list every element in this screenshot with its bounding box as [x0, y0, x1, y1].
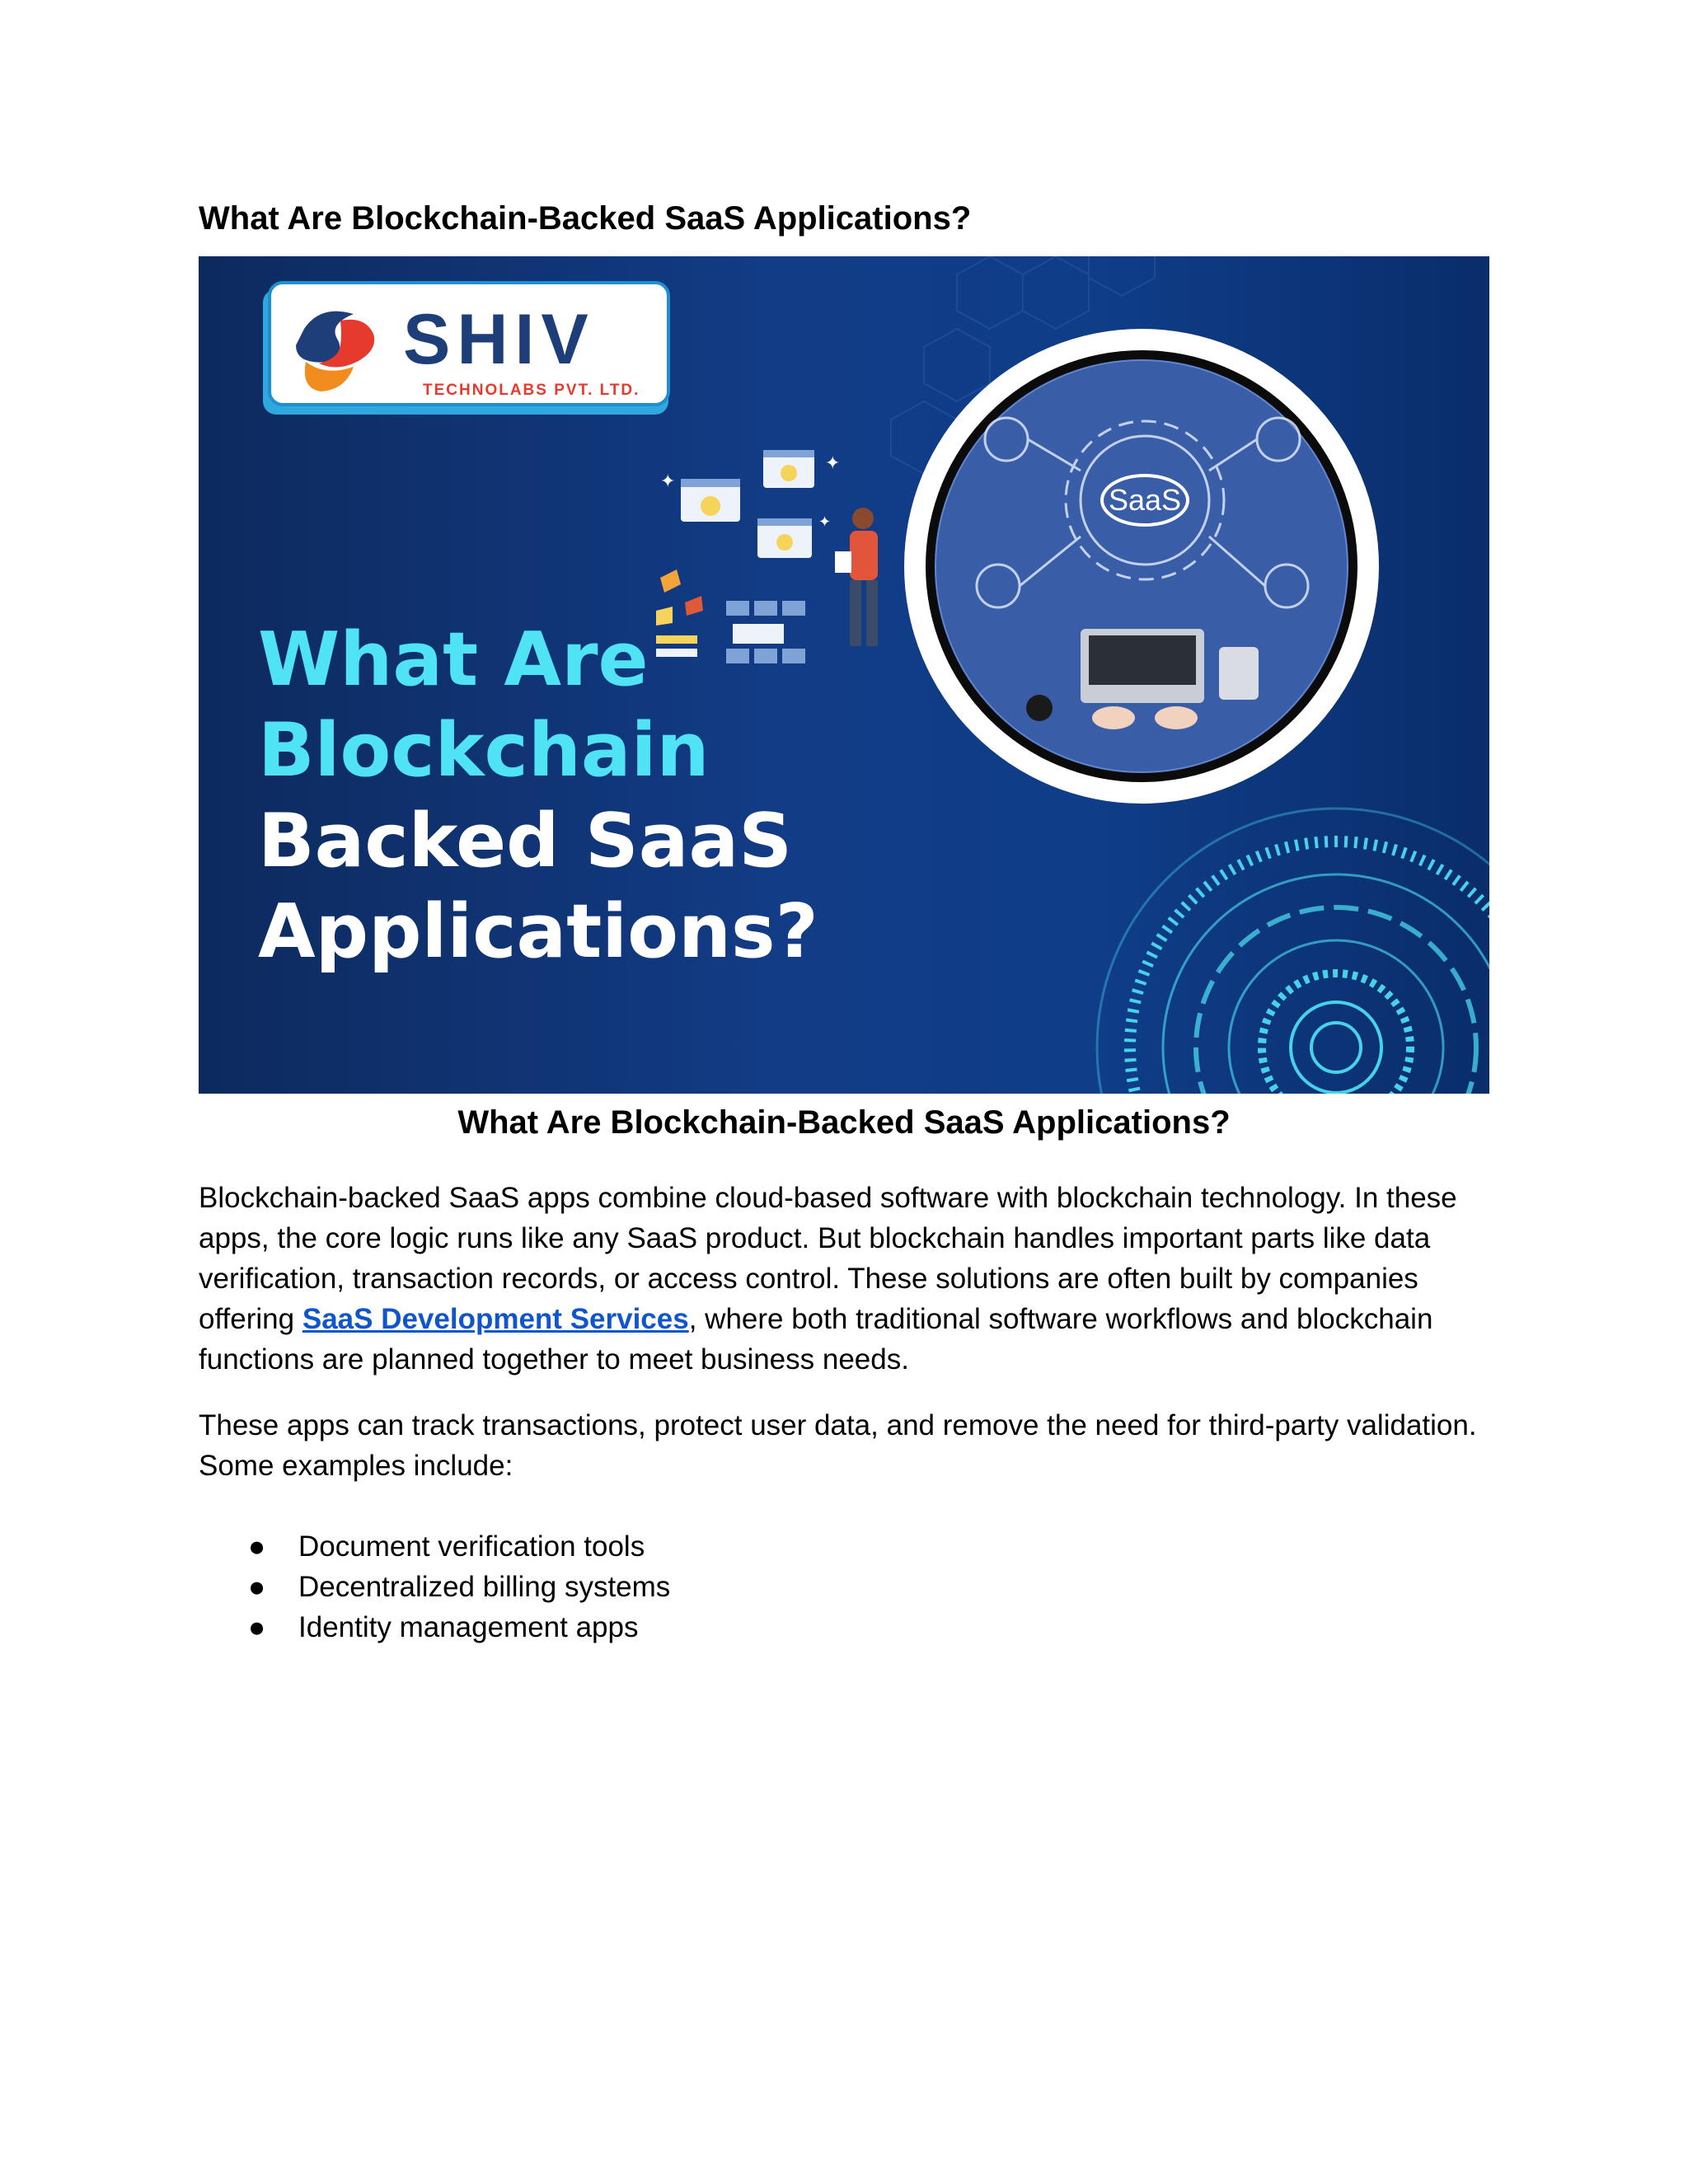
- svg-text:✦: ✦: [660, 471, 676, 492]
- finance-cards-illustration: [656, 450, 840, 663]
- tech-radial-graphic: [1097, 808, 1489, 1094]
- circle-saas-label: SaaS: [1108, 483, 1182, 517]
- list-item: [199, 1607, 670, 1647]
- banner-headline: [258, 616, 818, 975]
- list-item: [199, 1567, 670, 1607]
- saas-circle-photo: [904, 329, 1379, 804]
- paragraph-intro-text-a: Blockchain-backed SaaS apps combine cloud-based software with blockchain technology. In these apps, the core logic runs like any SaaS product. But blockchain handles important parts like data verification, transaction records, or access control. These solutions are often built by companies offering: [199, 1182, 1457, 1335]
- person-illustration: [835, 508, 878, 646]
- bullet-icon: ●: [248, 1571, 266, 1603]
- logo-tagline: TECHNOLABS PVT. LTD.: [423, 382, 640, 399]
- saas-development-services-link[interactable]: SaaS Development Services: [302, 1303, 689, 1335]
- list-item-text: Decentralized billing systems: [298, 1571, 671, 1603]
- list-item: [199, 1526, 670, 1567]
- list-item-text: Document verification tools: [298, 1530, 645, 1563]
- page-title: What Are Blockchain-Backed SaaS Applications?: [199, 200, 972, 237]
- paragraph-intro: [199, 1178, 1501, 1380]
- svg-text:✦: ✦: [818, 513, 832, 531]
- logo-brand: SHIV: [403, 300, 595, 379]
- headline-line-3: Backed SaaS: [258, 798, 793, 884]
- logo-card: [263, 283, 668, 415]
- headline-line-2: Blockchain: [258, 707, 710, 794]
- banner-image: [199, 256, 1489, 1094]
- headline-line-4: Applications?: [258, 888, 818, 975]
- paragraph-examples-intro: These apps can track transactions, protect user data, and remove the need for third-party validation. Some examples include:: [199, 1409, 1477, 1482]
- tablet-icon: [1219, 647, 1259, 700]
- headline-line-1: What Are: [258, 616, 649, 703]
- bullet-icon: ●: [248, 1530, 266, 1563]
- image-caption: What Are Blockchain-Backed SaaS Applications?: [457, 1104, 1231, 1141]
- banner-illustration: [199, 256, 1489, 1094]
- list-item-text: Identity management apps: [298, 1611, 639, 1643]
- svg-text:✦: ✦: [825, 453, 841, 474]
- paragraph-intro-text-b: , where both traditional software workflows and blockchain functions are planned together to meet business needs.: [199, 1303, 1433, 1376]
- coffee-cup-icon: [1026, 695, 1053, 721]
- examples-list: [199, 1526, 670, 1647]
- bullet-icon: ●: [248, 1611, 266, 1643]
